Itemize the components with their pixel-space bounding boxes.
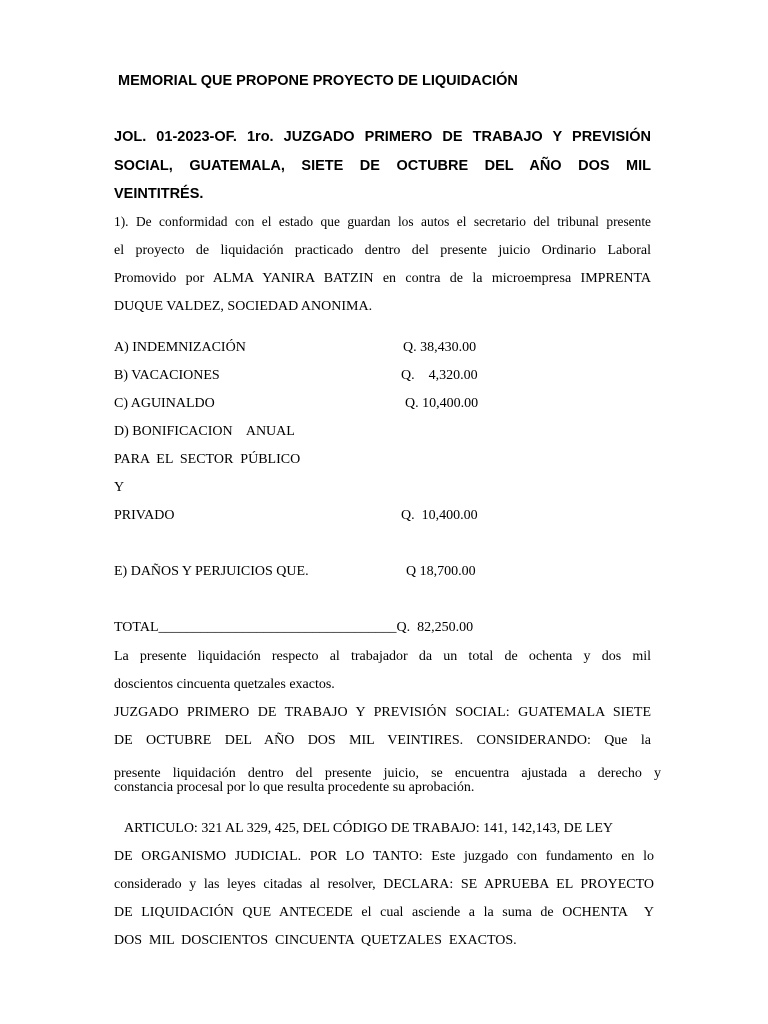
intro-line-4: DUQUE VALDEZ, SOCIEDAD ANONIMA. [114, 299, 373, 314]
header-line-2: SOCIAL, GUATEMALA, SIETE DE OCTUBRE DEL AÑO DOS MIL [114, 158, 651, 174]
item-e-amount: Q 18,700.00 [406, 564, 476, 579]
item-e-label: E) DAÑOS Y PERJUICIOS QUE. [114, 564, 309, 579]
item-d-amount: Q. 10,400.00 [401, 508, 478, 523]
item-d-line-2: PARA EL SECTOR PÚBLICO [114, 452, 301, 467]
item-b-label: B) VACACIONES [114, 368, 220, 383]
articulo-line-3: considerado y las leyes citadas al resolver, DECLARA: SE APRUEBA EL PROYECTO [114, 877, 654, 892]
item-d-line-4: PRIVADO [114, 508, 175, 523]
item-c-label: C) AGUINALDO [114, 396, 215, 411]
considerando-line-2: constancia procesal por lo que resulta procedente su aprobación. [114, 780, 475, 795]
total-line: TOTAL__________________________________Q. 82,250.00 [114, 620, 474, 635]
articulo-line-5: DOS MIL DOSCIENTOS CINCUENTA QUETZALES EXACTOS. [114, 933, 517, 948]
articulo-line-4: DE LIQUIDACIÓN QUE ANTECEDE el cual asciende a la suma de OCHENTA Y [114, 905, 654, 920]
header-line-1: JOL. 01-2023-OF. 1ro. JUZGADO PRIMERO DE TRABAJO Y PREVISIÓN [114, 129, 651, 145]
item-d-line-1: D) BONIFICACION ANUAL [114, 424, 295, 439]
intro-line-3: Promovido por ALMA YANIRA BATZIN en contra de la microempresa IMPRENTA [114, 271, 651, 286]
item-a-label: A) INDEMNIZACIÓN [114, 340, 246, 355]
articulo-line-2: DE ORGANISMO JUDICIAL. POR LO TANTO: Este juzgado con fundamento en lo [114, 849, 654, 864]
summary-line-1: La presente liquidación respecto al trabajador da un total de ochenta y dos mil [114, 649, 651, 664]
item-a-amount: Q. 38,430.00 [403, 340, 477, 355]
item-c-amount: Q. 10,400.00 [405, 396, 479, 411]
court-line-1: JUZGADO PRIMERO DE TRABAJO Y PREVISIÓN SOCIAL: GUATEMALA SIETE [114, 705, 651, 720]
document-title: MEMORIAL QUE PROPONE PROYECTO DE LIQUIDACIÓN [118, 73, 518, 89]
court-line-2: DE OCTUBRE DEL AÑO DOS MIL VEINTIRES. CONSIDERANDO: Que la [114, 733, 651, 748]
header-line-3: VEINTITRÉS. [114, 186, 204, 202]
articulo-line-1: ARTICULO: 321 AL 329, 425, DEL CÓDIGO DE TRABAJO: 141, 142,143, DE LEY [124, 821, 614, 836]
item-d-line-3: Y [114, 480, 125, 495]
summary-line-2: doscientos cincuenta quetzales exactos. [114, 677, 335, 692]
intro-line-1: 1). De conformidad con el estado que guardan los autos el secretario del tribunal presente [114, 214, 651, 229]
item-b-amount: Q. 4,320.00 [401, 368, 478, 383]
intro-line-2: el proyecto de liquidación practicado dentro del presente juicio Ordinario Laboral [114, 243, 651, 258]
considerando-line-1: presente liquidación dentro del presente juicio, se encuentra ajustada a derecho y [114, 766, 661, 781]
